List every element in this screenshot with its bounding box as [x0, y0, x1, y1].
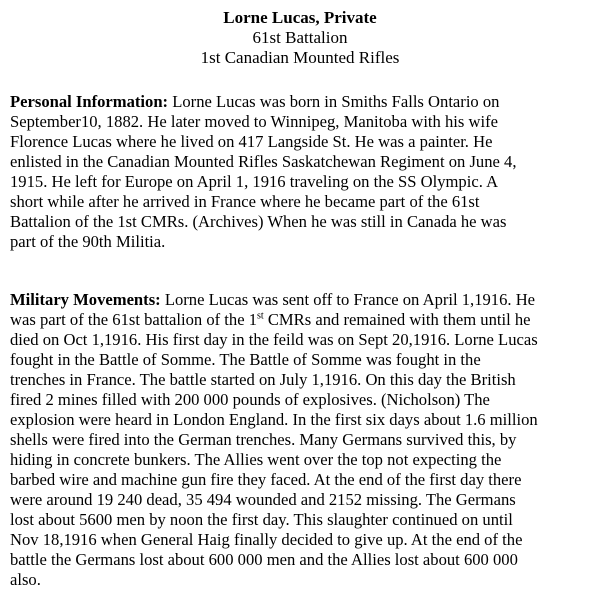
document-header — [0, 8, 600, 68]
military-text-line: lost about 5600 men by noon the first day. This slaughter continued on until — [10, 510, 513, 529]
battalion-title: 61st Battalion — [252, 28, 348, 47]
military-text-segment: CMRs and remained with them until he — [263, 310, 531, 329]
personal-text-line: Battalion of the 1st CMRs. (Archives) When he was still in Canada he was — [10, 212, 507, 231]
military-text-line: fired 2 mines filled with 200 000 pounds of explosives. (Nicholson) The — [10, 390, 490, 409]
personal-text-line: part of the 90th Militia. — [10, 232, 166, 251]
personal-line-1 — [10, 92, 594, 112]
military-line-2 — [10, 310, 594, 330]
military-text-line: barbed wire and machine gun fire they faced. At the end of the first day there — [10, 470, 522, 489]
military-text-line: also. — [10, 570, 41, 589]
superscript-st: st — [257, 310, 264, 322]
military-text-line: hiding in concrete bunkers. The Allies went over the top not expecting the — [10, 450, 502, 469]
personal-text-line: September10, 1882. He later moved to Winnipeg, Manitoba with his wife — [10, 112, 498, 131]
military-movements-section — [10, 290, 594, 590]
military-text-line: fought in the Battle of Somme. The Battle of Somme was fought in the — [10, 350, 481, 369]
personal-text-line: Florence Lucas where he lived on 417 Langside St. He was a painter. He — [10, 132, 493, 151]
personal-text-line: enlisted in the Canadian Mounted Rifles Saskatchewan Regiment on June 4, — [10, 152, 517, 171]
military-text-line: shells were fired into the German trenches. Many Germans survived this, by — [10, 430, 517, 449]
personal-information-section — [10, 92, 594, 252]
personal-information-label: Personal Information: — [10, 92, 169, 111]
military-line-1 — [10, 290, 594, 310]
military-text-line: Lorne Lucas was sent off to France on April 1,1916. He — [164, 290, 536, 309]
military-text-line: died on Oct 1,1916. His first day in the feild was on Sept 20,1916. Lorne Lucas — [10, 330, 538, 349]
military-text-line: trenches in France. The battle started on July 1,1916. On this day the British — [10, 370, 516, 389]
military-text-line: Nov 18,1916 when General Haig finally decided to give up. At the end of the — [10, 530, 523, 549]
military-text-line: explosion were heard in London England. In the first six days about 1.6 million — [10, 410, 538, 429]
personal-text-line: short while after he arrived in France where he became part of the 61st — [10, 192, 480, 211]
military-text-line: battle the Germans lost about 600 000 men and the Allies lost about 600 000 — [10, 550, 518, 569]
personal-text-line: 1915. He left for Europe on April 1, 1916 traveling on the SS Olympic. A — [10, 172, 499, 191]
military-text-line: were around 19 240 dead, 35 494 wounded and 2152 missing. The Germans — [10, 490, 516, 509]
personal-text-line: Lorne Lucas was born in Smiths Falls Ontario on — [172, 92, 500, 111]
soldier-name: Lorne Lucas, Private — [223, 8, 377, 27]
military-text-segment: was part of the 61st battalion of the 1 — [10, 310, 258, 329]
military-movements-label: Military Movements: — [10, 290, 161, 309]
regiment-title: 1st Canadian Mounted Rifles — [200, 48, 400, 67]
